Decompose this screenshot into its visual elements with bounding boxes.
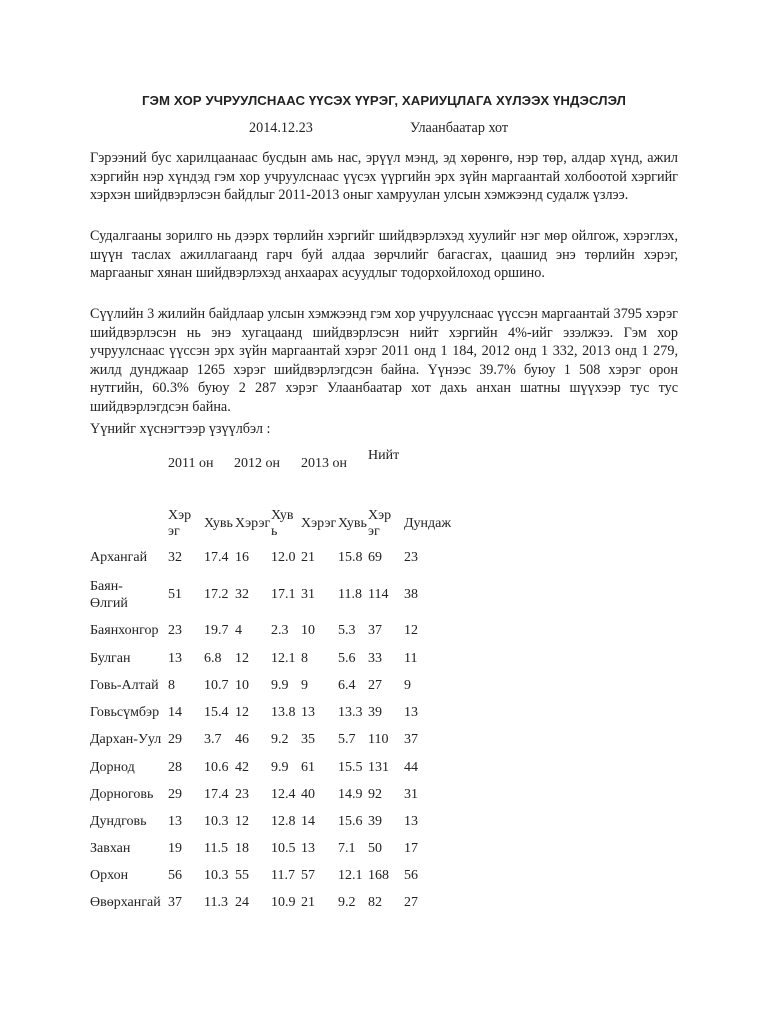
table-cell: 12.1 — [338, 868, 363, 883]
table-cell: 12.0 — [271, 550, 296, 565]
table-cell: 19 — [168, 841, 182, 856]
table-cell: 12.4 — [271, 787, 296, 802]
table-cell: 23 — [404, 550, 418, 565]
table-row-label: Дорноговь — [90, 787, 154, 802]
table-cell: 15.5 — [338, 760, 363, 775]
year-header: 2012 он — [234, 456, 280, 471]
table-cell: 4 — [235, 623, 242, 638]
column-header: Хэрэг — [235, 516, 271, 531]
table-cell: 10.3 — [204, 814, 229, 829]
table-row-label: Говьсүмбэр — [90, 705, 160, 720]
table-cell: 13.8 — [271, 705, 296, 720]
document-date: 2014.12.23 — [249, 120, 313, 136]
column-header: Хувь — [338, 516, 367, 531]
table-cell: 37 — [168, 895, 182, 910]
table-cell: 10.9 — [271, 895, 296, 910]
table-cell: 9 — [404, 678, 411, 693]
table-cell: 9.9 — [271, 760, 289, 775]
table-row-label: Завхан — [90, 841, 131, 856]
table-cell: 19.7 — [204, 623, 229, 638]
table-cell: 39 — [368, 814, 382, 829]
table-cell: 37 — [404, 732, 418, 747]
table-cell: 61 — [301, 760, 315, 775]
table-cell: 10 — [301, 623, 315, 638]
table-cell: 21 — [301, 550, 315, 565]
table-cell: 17.4 — [204, 550, 229, 565]
table-cell: 10.7 — [204, 678, 229, 693]
table-cell: 82 — [368, 895, 382, 910]
table-cell: 27 — [368, 678, 382, 693]
paragraph-1: Гэрээний бус харилцаанаас бусдын амь нас, эрүүл мэнд, эд хөрөнгө, нэр төр, алдар хүнд, ажил хэргийн нэр хүндэд гэм хор учруулснаас үүсэх үүргийн эрх зүйн маргаантай холбоотой хэргийг хэрхэн шийдвэрлэсэн байдлыг 2011-2013 оныг хамруулан улсын хэмжээнд судалж үзлээ. — [90, 150, 678, 204]
table-cell: 10.3 — [204, 868, 229, 883]
table-cell: 42 — [235, 760, 249, 775]
column-header: Хувь — [271, 508, 294, 539]
table-cell: 11.8 — [338, 587, 362, 602]
table-cell: 27 — [404, 895, 418, 910]
year-header: Нийт — [368, 448, 400, 463]
table-cell: 13 — [301, 705, 315, 720]
table-cell: 29 — [168, 732, 182, 747]
table-cell: 56 — [404, 868, 418, 883]
column-header: Хэрэг — [368, 508, 392, 539]
table-cell: 24 — [235, 895, 249, 910]
year-header: 2011 он — [168, 456, 214, 471]
column-header: Дундаж — [404, 516, 452, 531]
table-cell: 6.8 — [204, 651, 222, 666]
table-cell: 14 — [301, 814, 315, 829]
table-row-label: Дархан-Уул — [90, 732, 162, 747]
table-row-label: Баян-Өлгий — [90, 579, 128, 611]
table-cell: 12 — [235, 705, 249, 720]
table-row-label: Говь-Алтай — [90, 678, 159, 693]
table-cell: 6.4 — [338, 678, 356, 693]
table-cell: 7.1 — [338, 841, 356, 856]
table-cell: 57 — [301, 868, 315, 883]
table-cell: 55 — [235, 868, 249, 883]
table-cell: 11 — [404, 651, 418, 666]
table-cell: 39 — [368, 705, 382, 720]
table-row-label: Орхон — [90, 868, 129, 883]
column-header: Хэрэг — [168, 508, 192, 539]
table-cell: 114 — [368, 587, 389, 602]
year-header: 2013 он — [301, 456, 347, 471]
table-cell: 50 — [368, 841, 382, 856]
column-header: Хэрэг — [301, 516, 337, 531]
table-cell: 28 — [168, 760, 182, 775]
table-cell: 3.7 — [204, 732, 222, 747]
table-cell: 37 — [368, 623, 382, 638]
table-cell: 23 — [235, 787, 249, 802]
table-cell: 5.6 — [338, 651, 356, 666]
table-cell: 14.9 — [338, 787, 363, 802]
table-cell: 46 — [235, 732, 249, 747]
table-cell: 13 — [168, 814, 182, 829]
table-row-label: Булган — [90, 651, 131, 666]
table-cell: 10.6 — [204, 760, 229, 775]
table-cell: 92 — [368, 787, 382, 802]
table-cell: 21 — [301, 895, 315, 910]
table-cell: 131 — [368, 760, 389, 775]
table-cell: 11.5 — [204, 841, 228, 856]
table-cell: 31 — [404, 787, 418, 802]
table-row-label: Дорнод — [90, 760, 135, 775]
column-header: Хувь — [204, 516, 233, 531]
table-cell: 69 — [368, 550, 382, 565]
table-cell: 15.8 — [338, 550, 363, 565]
table-row-label: Баянхонгор — [90, 623, 159, 638]
table-cell: 16 — [235, 550, 249, 565]
table-cell: 13 — [404, 705, 418, 720]
table-cell: 38 — [404, 587, 418, 602]
table-cell: 15.6 — [338, 814, 363, 829]
table-cell: 9.2 — [271, 732, 289, 747]
table-cell: 17.1 — [271, 587, 296, 602]
document-title: ГЭМ ХОР УЧРУУЛСНААС ҮҮСЭХ ҮҮРЭГ, ХАРИУЦЛАГА ХҮЛЭЭХ ҮНДЭСЛЭЛ — [141, 93, 626, 108]
table-row-label: Дундговь — [90, 814, 147, 829]
table-cell: 13 — [301, 841, 315, 856]
table-cell: 31 — [301, 587, 315, 602]
document-city: Улаанбаатар хот — [410, 120, 509, 136]
table-cell: 10.5 — [271, 841, 296, 856]
table-cell: 35 — [301, 732, 315, 747]
table-cell: 168 — [368, 868, 389, 883]
paragraph-2: Судалгааны зорилго нь дээрх төрлийн хэргийг шийдвэрлэхэд хуулийг нэг мөр ойлгож, хэрэглэх, шүүн таслах ажиллагаанд гарч буй алдаа зөрчлийг багасгах, цаашид энэ төрлийн хэрэг, маргааныг хянан шийдвэрлэхэд анхаарах асуудлыг тодорхойлоход оршино. — [90, 228, 678, 282]
table-cell: 18 — [235, 841, 249, 856]
table-cell: 13 — [168, 651, 182, 666]
table-cell: 5.3 — [338, 623, 356, 638]
table-cell: 12 — [404, 623, 418, 638]
table-cell: 44 — [404, 760, 418, 775]
table-cell: 32 — [168, 550, 182, 565]
table-cell: 17 — [404, 841, 418, 856]
table-cell: 11.3 — [204, 895, 228, 910]
table-cell: 12.1 — [271, 651, 296, 666]
table-cell: 56 — [168, 868, 182, 883]
table-cell: 12.8 — [271, 814, 296, 829]
table-cell: 17.2 — [204, 587, 229, 602]
table-cell: 33 — [368, 651, 382, 666]
table-row-label: Архангай — [90, 550, 148, 565]
table-cell: 17.4 — [204, 787, 229, 802]
table-cell: 8 — [301, 651, 308, 666]
table-cell: 110 — [368, 732, 389, 747]
table-cell: 11.7 — [271, 868, 295, 883]
table-cell: 51 — [168, 587, 182, 602]
table-cell: 9.2 — [338, 895, 356, 910]
table-cell: 2.3 — [271, 623, 289, 638]
table-cell: 12 — [235, 651, 249, 666]
table-cell: 13 — [404, 814, 418, 829]
table-cell: 10 — [235, 678, 249, 693]
table-row-label: Өвөрхангай — [90, 895, 161, 910]
table-cell: 12 — [235, 814, 249, 829]
table-cell: 15.4 — [204, 705, 229, 720]
table-cell: 9 — [301, 678, 308, 693]
table-cell: 5.7 — [338, 732, 356, 747]
table-cell: 14 — [168, 705, 182, 720]
table-cell: 32 — [235, 587, 249, 602]
table-cell: 13.3 — [338, 705, 363, 720]
table-cell: 23 — [168, 623, 182, 638]
table-intro: Үүнийг хүснэгтээр үзүүлбэл : — [90, 421, 271, 437]
table-cell: 9.9 — [271, 678, 289, 693]
paragraph-3: Сүүлийн 3 жилийн байдлаар улсын хэмжээнд гэм хор учруулснаас үүссэн маргаантай 3795 хэрэг шийдвэрлэсэн нь энэ хугацаанд шийдвэрлэсэн нийт хэргийн 4%-ийг эзэлжээ. Гэм хор учруулснаас үүссэн эрх зүйн маргаантай хэрэг 2011 онд 1 184, 2012 онд 1 332, 2013 онд 1 279, жилд дунджаар 1265 хэрэг шийдвэрлэгдсэн байна. Үүнээс 39.7% буюу 1 508 хэрэг орон нутгийн, 60.3% буюу 2 287 хэрэг Улаанбаатар хот дахь анхан шатны шүүхээр тус тус шийдвэрлэгдсэн байна. — [90, 306, 678, 415]
table-cell: 29 — [168, 787, 182, 802]
table-cell: 8 — [168, 678, 175, 693]
table-cell: 40 — [301, 787, 315, 802]
